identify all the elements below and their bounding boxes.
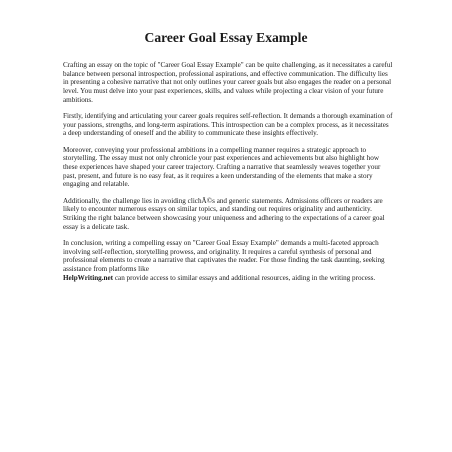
helpwriting-link[interactable]: HelpWriting.net	[63, 273, 114, 282]
conclusion-tail: can provide access to similar essays and additional resources, aiding in the writing process.	[114, 273, 376, 282]
page-title: Career Goal Essay Example	[144, 30, 308, 45]
essay-body	[63, 61, 393, 290]
paragraph-self-reflection: Firstly, identifying and articulating your career goals requires self-reflection. It demands a thorough examination of your passions, strengths, and long-term aspirations. This introspection can be a complex process, as it necessitates a deep understanding of oneself and the ability to communicate these insights effectively.	[63, 112, 393, 138]
conclusion-text: In conclusion, writing a compelling essay on "Career Goal Essay Example" demands a multi-faceted approach involving self-reflection, storytelling prowess, and originality. It requires a careful synthesis of personal and professional elements to create a narrative that captivates the reader. For those finding the task daunting, seeking assistance from platforms like	[63, 238, 385, 274]
paragraph-storytelling: Moreover, conveying your professional ambitions in a compelling manner requires a strategic approach to storytelling. The essay must not only chronicle your past experiences and achievements but also highlight how these experiences have shaped your career trajectory. Crafting a narrative that seamlessly weaves together your past, present, and future is no easy feat, as it requires a keen understanding of the elements that make a story engaging and relatable.	[63, 145, 381, 189]
paragraph-intro: Crafting an essay on the topic of "Career Goal Essay Example" can be quite challenging, as it necessitates a careful balance between personal introspection, professional aspirations, and effective communication. The difficulty lies in presenting a cohesive narrative that not only outlines your career goals but also engages the reader on a personal level. You must delve into your past experiences, skills, and values while projecting a clear vision of your future ambitions.	[63, 61, 393, 104]
paragraph-conclusion	[63, 239, 393, 283]
paragraph-originality: Additionally, the challenge lies in avoiding clichÃ©s and generic statements. Admissions officers or readers are likely to encounter numerous essays on similar topics, and standing out requires originality and authenticity. Striking the right balance between showcasing your uniqueness and adhering to the expectations of a career goal essay is a delicate task.	[63, 196, 385, 231]
